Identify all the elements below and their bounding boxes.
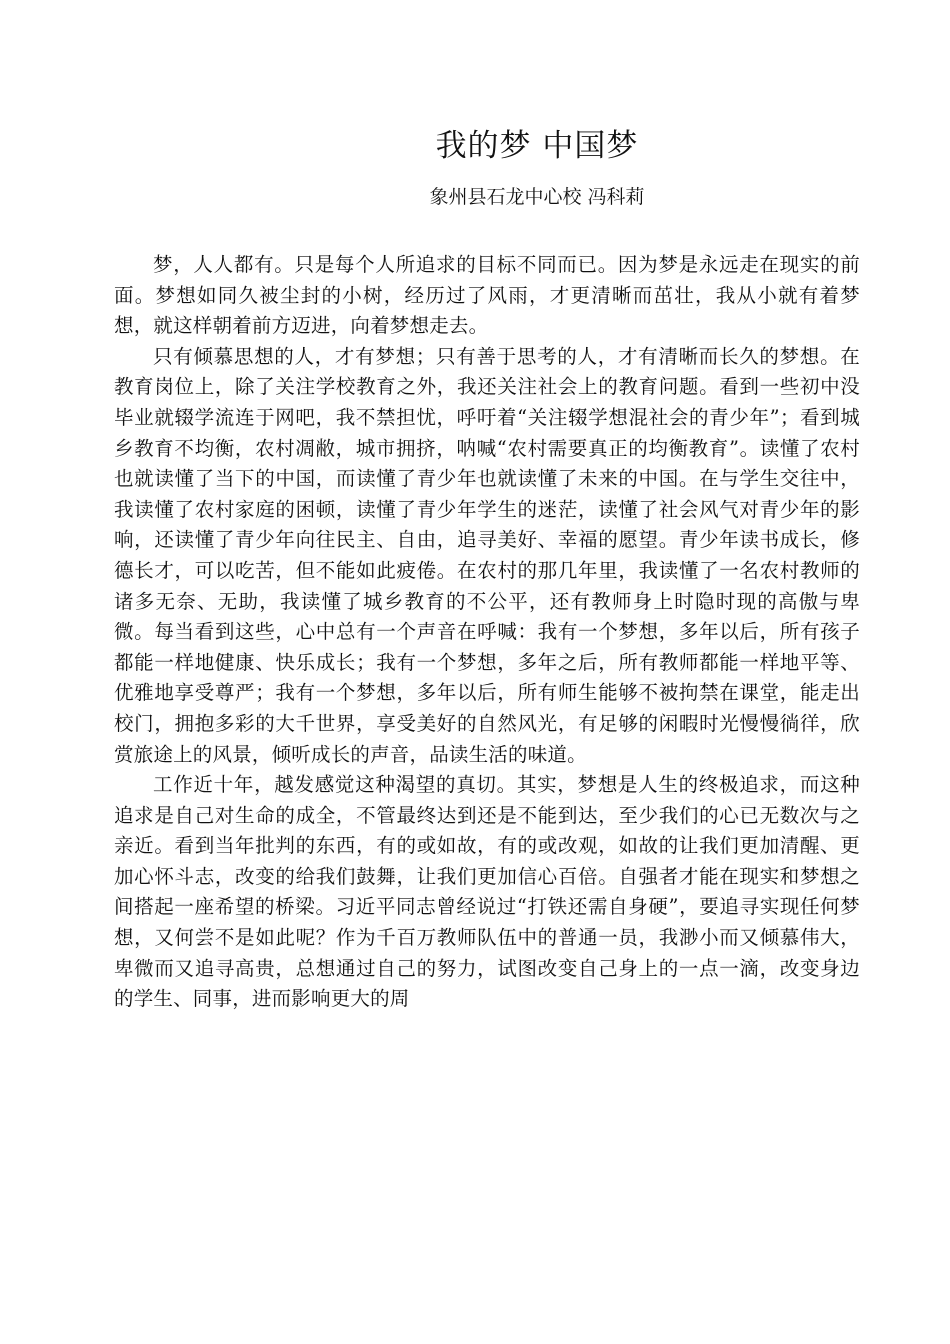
- document-body: [114, 250, 860, 1015]
- document-page: [114, 120, 860, 1015]
- paragraph-2: 只有倾慕思想的人，才有梦想；只有善于思考的人，才有清晰而长久的梦想。在教育岗位上，除了关注学校教育之外，我还关注社会上的教育问题。看到一些初中没毕业就辍学流连于网吧，我不禁担忧，呼吁着“关注辍学想混社会的青少年”；看到城乡教育不均衡，农村凋敝，城市拥挤，呐喊“农村需要真正的均衡教育”。读懂了农村也就读懂了当下的中国，而读懂了青少年也就读懂了未来的中国。在与学生交往中，我读懂了农村家庭的困顿，读懂了青少年学生的迷茫，读懂了社会风气对青少年的影响，还读懂了青少年向往民主、自由，追寻美好、幸福的愿望。青少年读书成长，修德长才，可以吃苦，但不能如此疲倦。在农村的那几年里，我读懂了一名农村教师的诸多无奈、无助，我读懂了城乡教育的不公平，还有教师身上时隐时现的高傲与卑微。每当看到这些，心中总有一个声音在呼喊：我有一个梦想，多年以后，所有孩子都能一样地健康、快乐成长；我有一个梦想，多年之后，所有教师都能一样地平等、优雅地享受尊严；我有一个梦想，多年以后，所有师生能够不被拘禁在课堂，能走出校门，拥抱多彩的大千世界，享受美好的自然风光，有足够的闲暇时光慢慢徜徉，欣赏旅途上的风景，倾听成长的声音，品读生活的味道。: [114, 344, 860, 766]
- document-title: 我的梦 中国梦: [435, 128, 639, 164]
- paragraph-1: 梦，人人都有。只是每个人所追求的目标不同而已。因为梦是永远走在现实的前面。梦想如同久被尘封的小树，经历过了风雨，才更清晰而茁壮，我从小就有着梦想，就这样朝着前方迈进，向着梦想走去。: [114, 253, 860, 338]
- paragraph-3: 工作近十年，越发感觉这种渴望的真切。其实，梦想是人生的终极追求，而这种追求是自己对生命的成全，不管最终达到还是不能到达，至少我们的心已无数次与之亲近。看到当年批判的东西，有的或如故，有的或改观，如故的让我们更加清醒、更加心怀斗志，改变的给我们鼓舞，让我们更加信心百倍。自强者才能在现实和梦想之间搭起一座希望的桥梁。习近平同志曾经说过“打铁还需自身硬”，要追寻实现任何梦想，又何尝不是如此呢？作为千百万教师队伍中的普通一员，我渺小而又倾慕伟大，卑微而又追寻高贵，总想通过自己的努力，试图改变自己身上的一点一滴，改变身边的学生、同事，进而影响更大的周: [114, 773, 860, 1011]
- document-author: 象州县石龙中心校 冯科莉: [429, 186, 645, 208]
